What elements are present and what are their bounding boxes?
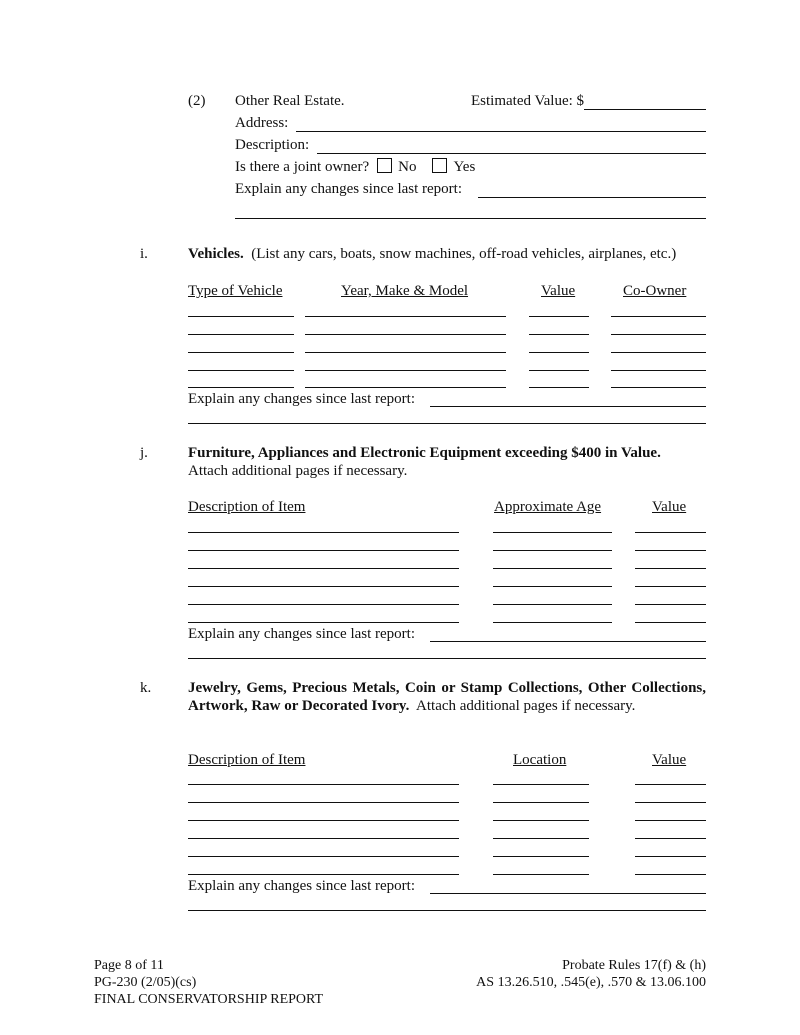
statutes: AS 13.26.510, .545(e), .570 & 13.06.100 [476,975,706,990]
explain-label: Explain any changes since last report: [188,391,416,407]
description-label: Description: [235,137,310,153]
column-header: Co-Owner [623,283,687,299]
blank-entry-line[interactable] [188,802,459,803]
blank-entry-line[interactable] [493,532,612,533]
section-title: Vehicles. [188,246,244,262]
explain-field-line2[interactable] [188,910,706,911]
explain-label: Explain any changes since last report: [188,626,416,642]
form-code: PG-230 (2/05)(cs) [94,975,197,990]
description-field[interactable] [317,153,706,154]
column-header: Year, Make & Model [341,283,469,299]
section-letter: i. [140,246,148,262]
blank-entry-line[interactable] [635,802,706,803]
blank-entry-line[interactable] [529,334,589,335]
blank-entry-line[interactable] [635,532,706,533]
form-title: FINAL CONSERVATORSHIP REPORT [94,992,324,1007]
blank-entry-line[interactable] [611,352,706,353]
blank-entry-line[interactable] [493,550,612,551]
page-number: Page 8 of 11 [94,958,164,973]
probate-rules: Probate Rules 17(f) & (h) [562,958,706,973]
blank-entry-line[interactable] [635,838,706,839]
item-title: Other Real Estate. [235,93,345,109]
explain-label: Explain any changes since last report: [235,181,463,197]
blank-entry-line[interactable] [635,550,706,551]
blank-entry-line[interactable] [188,604,459,605]
column-header: Location [513,752,567,768]
section-heading [188,245,676,263]
blank-entry-line[interactable] [188,316,294,317]
blank-entry-line[interactable] [188,550,459,551]
blank-entry-line[interactable] [611,334,706,335]
blank-entry-line[interactable] [611,316,706,317]
column-header: Description of Item [188,752,306,768]
blank-entry-line[interactable] [188,856,459,857]
section-title: Jewelry, Gems, Precious Metals, Coin or Stamp Collections, Other Collections, Artwork, Raw or Decorated Ivory. [188,680,706,714]
blank-entry-line[interactable] [188,838,459,839]
blank-entry-line[interactable] [188,334,294,335]
section-heading [188,679,706,715]
blank-entry-line[interactable] [493,838,589,839]
blank-entry-line[interactable] [188,784,459,785]
column-header: Description of Item [188,499,306,515]
section-subtitle: Attach additional pages if necessary. [188,463,408,479]
explain-field-line2[interactable] [235,218,706,219]
explain-label: Explain any changes since last report: [188,878,416,894]
yes-checkbox[interactable] [432,158,447,173]
blank-entry-line[interactable] [188,820,459,821]
explain-field-line2[interactable] [188,423,706,424]
section-letter: k. [140,680,152,696]
blank-entry-line[interactable] [635,586,706,587]
joint-owner-label: Is there a joint owner? [235,159,370,175]
blank-entry-line[interactable] [305,334,506,335]
column-header: Value [541,283,576,299]
section-subtitle: Attach additional pages if necessary. [416,698,636,714]
explain-field[interactable] [430,406,706,407]
explain-field[interactable] [430,641,706,642]
blank-entry-line[interactable] [635,568,706,569]
blank-entry-line[interactable] [305,387,506,388]
blank-entry-line[interactable] [611,370,706,371]
blank-entry-line[interactable] [493,604,612,605]
blank-entry-line[interactable] [611,387,706,388]
blank-entry-line[interactable] [188,622,459,623]
blank-entry-line[interactable] [493,802,589,803]
blank-entry-line[interactable] [493,784,589,785]
blank-entry-line[interactable] [493,622,612,623]
blank-entry-line[interactable] [305,352,506,353]
column-header: Approximate Age [494,499,602,515]
item-number: (2) [188,93,206,109]
explain-field-line2[interactable] [188,658,706,659]
blank-entry-line[interactable] [188,387,294,388]
section-title: Furniture, Appliances and Electronic Equipment exceeding $400 in Value. [188,445,661,461]
blank-entry-line[interactable] [493,820,589,821]
blank-entry-line[interactable] [188,532,459,533]
section-letter: j. [140,445,148,461]
blank-entry-line[interactable] [188,568,459,569]
no-label: No [398,159,417,175]
column-header: Type of Vehicle [188,283,283,299]
blank-entry-line[interactable] [635,622,706,623]
blank-entry-line[interactable] [188,586,459,587]
estimated-value-field[interactable] [584,109,706,110]
blank-entry-line[interactable] [493,874,589,875]
explain-field[interactable] [430,893,706,894]
blank-entry-line[interactable] [635,874,706,875]
blank-entry-line[interactable] [635,604,706,605]
blank-entry-line[interactable] [305,370,506,371]
blank-entry-line[interactable] [188,370,294,371]
address-label: Address: [235,115,289,131]
estimated-value-label: Estimated Value: $ [471,93,585,109]
blank-entry-line[interactable] [188,352,294,353]
address-field[interactable] [296,131,706,132]
blank-entry-line[interactable] [493,586,612,587]
blank-entry-line[interactable] [635,784,706,785]
blank-entry-line[interactable] [635,856,706,857]
section-subtitle: (List any cars, boats, snow machines, off-road vehicles, airplanes, etc.) [251,246,677,262]
blank-entry-line[interactable] [635,820,706,821]
blank-entry-line[interactable] [529,316,589,317]
no-checkbox[interactable] [377,158,392,173]
yes-label: Yes [453,159,476,175]
explain-field[interactable] [478,197,706,198]
joint-owner-question [235,158,475,176]
blank-entry-line[interactable] [305,316,506,317]
blank-entry-line[interactable] [529,370,589,371]
column-header: Value [652,752,687,768]
blank-entry-line[interactable] [493,856,589,857]
column-header: Value [652,499,687,515]
blank-entry-line[interactable] [493,568,612,569]
blank-entry-line[interactable] [529,352,589,353]
blank-entry-line[interactable] [529,387,589,388]
blank-entry-line[interactable] [188,874,459,875]
